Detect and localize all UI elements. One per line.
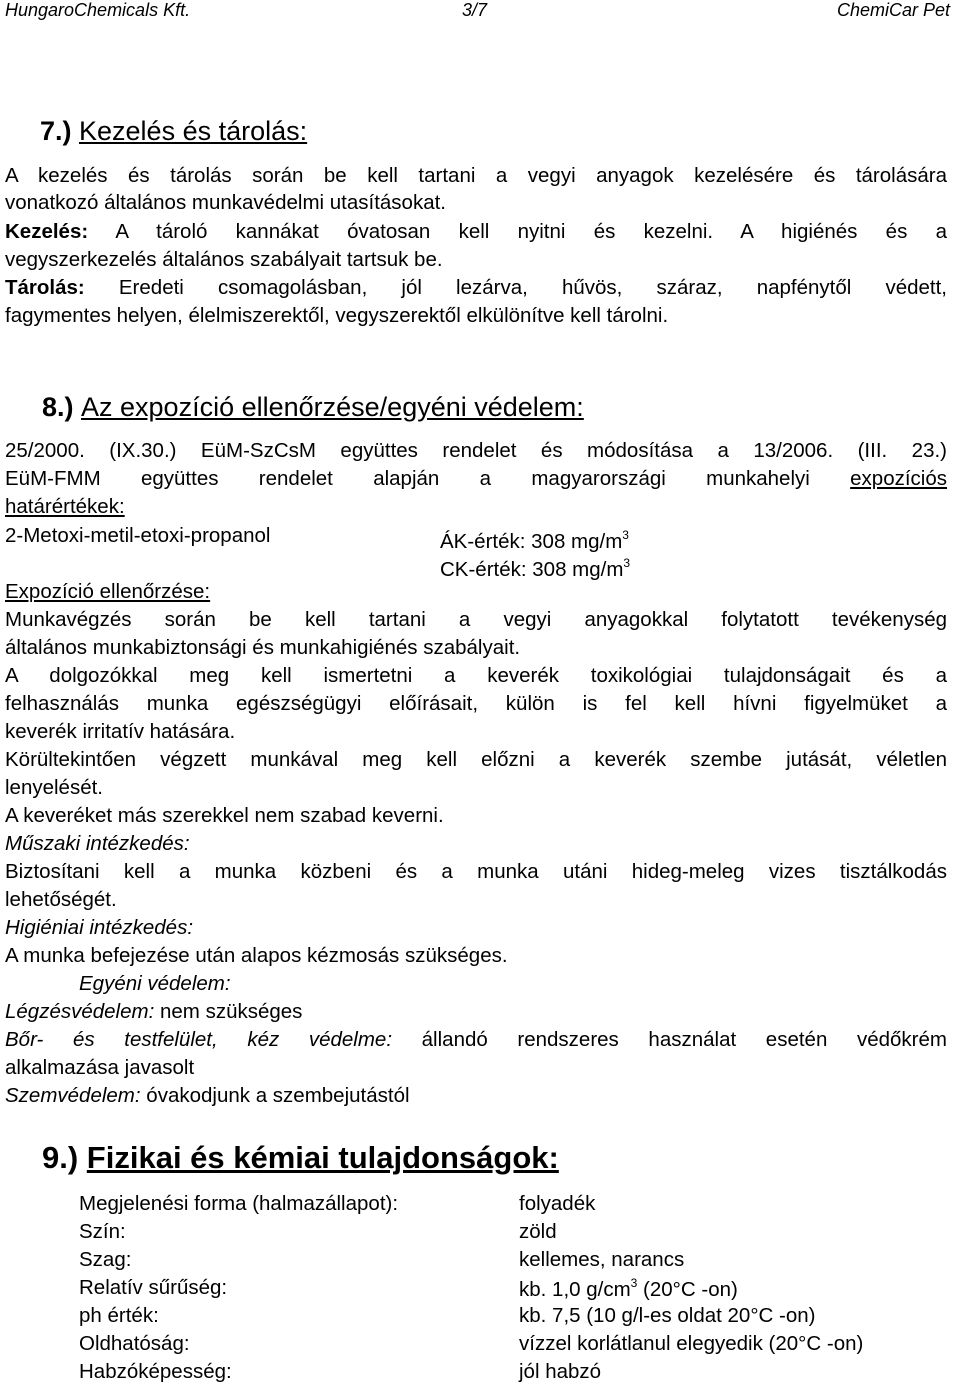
handling-text: A tároló kannákat óvatosan kell nyitni és kezelni. A higiénés és a	[88, 220, 947, 243]
skin-protection-line1	[5, 1026, 947, 1054]
header-company: HungaroChemicals Kft.	[5, 0, 191, 20]
skin-value: állandó rendszeres használat esetén védőkrém	[392, 1028, 947, 1051]
skin-label: Bőr- és testfelület, kéz védelme:	[5, 1028, 393, 1051]
prop-label: Szag:	[79, 1248, 132, 1271]
eye-value: óvakodjunk a szembejutástól	[140, 1084, 410, 1107]
personal-protection-heading: Egyéni védelem:	[79, 972, 231, 995]
section-7-heading	[40, 116, 307, 147]
hygiene-line1: A munka befejezése után alapos kézmosás szükséges.	[5, 944, 508, 967]
exposure-line2: általános munkabiztonsági és munkahigiénés szabályait.	[5, 636, 521, 659]
ck-value: CK-érték: 308 $mg/m^3$	[440, 556, 631, 581]
prop-value: kb. 7,5 (10 g/l-es oldat 20°C -on)	[519, 1304, 816, 1327]
prop-value: folyadék	[519, 1192, 596, 1215]
careful-line1: Körültekintően végzett munkával meg kell előzni a keverék szembe jutását, véletlen	[5, 748, 947, 771]
no-mixing-text: A keveréket más szerekkel nem szabad keverni.	[5, 804, 444, 827]
section-8-heading	[42, 392, 584, 423]
prop-label: Habzóképesség:	[79, 1360, 232, 1383]
section-7-title: Kezelés és tárolás:	[79, 116, 308, 146]
section-8-number: 8.)	[42, 392, 82, 422]
workers-line3: keverék irritatív hatására.	[5, 720, 236, 743]
regulation-text: EüM-FMM együttes rendelet alapján a magyarországi munkahelyi	[5, 467, 851, 490]
respiratory-label: Légzésvédelem:	[5, 1000, 155, 1023]
storage-label: Tárolás:	[5, 276, 85, 299]
s7-storage-line1	[5, 274, 947, 302]
prop-value: vízzel korlátlanul elegyedik (20°C -on)	[519, 1332, 864, 1355]
respiratory-value: nem szükséges	[154, 1000, 303, 1023]
respiratory-protection	[5, 998, 302, 1026]
exposure-line1: Munkavégzés során be kell tartani a vegyi anyagokkal folytatott tevékenység	[5, 608, 947, 631]
storage-text: Eredeti csomagolásban, jól lezárva, hűvös, száraz, napfénytől védett,	[84, 276, 947, 299]
s8-regulation-line2	[5, 465, 947, 493]
technical-line2: lehetőségét.	[5, 888, 117, 911]
substance-name: 2-Metoxi-metil-etoxi-propanol	[5, 524, 271, 547]
eye-label: Szemvédelem:	[5, 1084, 141, 1107]
prop-value: jól habzó	[519, 1360, 602, 1383]
regulation-exposure: expozíciós	[850, 467, 947, 490]
hygiene-measures-heading: Higiéniai intézkedés:	[5, 916, 194, 939]
section-8-title: Az expozíció ellenőrzése/egyéni védelem:	[81, 392, 584, 422]
prop-label: ph érték:	[79, 1304, 159, 1327]
technical-measures-heading: Műszaki intézkedés:	[5, 832, 190, 855]
section-9-number: 9.)	[42, 1140, 87, 1175]
header-page-number: 3/7	[462, 0, 488, 20]
prop-label: Relatív sűrűség:	[79, 1276, 228, 1299]
s7-intro-line2: vonatkozó általános munkavédelmi utasításokat.	[5, 191, 447, 214]
prop-value: zöld	[519, 1220, 557, 1243]
handling-label: Kezelés:	[5, 220, 89, 243]
careful-line2: lenyelését.	[5, 776, 104, 799]
ak-value: ÁK-érték: 308 $mg/m^3$	[440, 528, 629, 553]
eye-protection	[5, 1082, 410, 1110]
prop-value: kellemes, narancs	[519, 1248, 685, 1271]
skin-protection-line2: alkalmazása javasolt	[5, 1056, 195, 1079]
s7-storage-line2: fagymentes helyen, élelmiszerektől, vegyszerektől elkülönítve kell tárolni.	[5, 304, 669, 327]
s7-handling-line2: vegyszerkezelés általános szabályait tartsuk be.	[5, 248, 443, 271]
section-9-heading	[42, 1140, 559, 1176]
s7-intro-line1: A kezelés és tárolás során be kell tartani a vegyi anyagok kezelésére és tárolására	[5, 164, 947, 187]
exposure-control-heading: Expozíció ellenőrzése:	[5, 580, 211, 603]
workers-line1: A dolgozókkal meg kell ismertetni a keverék toxikológiai tulajdonságait és a	[5, 664, 947, 687]
workers-line2: felhasználás munka egészségügyi előírásait, külön is fel kell hívni figyelmüket a	[5, 692, 947, 715]
s7-handling-line1	[5, 218, 947, 246]
technical-line1: Biztosítani kell a munka közbeni és a munka utáni hideg-meleg vizes tisztálkodás	[5, 860, 947, 883]
section-7-number: 7.)	[40, 116, 80, 146]
s8-regulation-line1: 25/2000. (IX.30.) EüM-SzCsM együttes rendelet és módosítása a 13/2006. (III. 23.)	[5, 439, 947, 462]
prop-value: kb. 1,0 $g/cm^3$ (20°C -on)	[519, 1276, 738, 1301]
header-product: ChemiCar Pet	[836, 0, 950, 20]
s8-limits-label: határértékek:	[5, 495, 125, 518]
prop-label: Szín:	[79, 1220, 126, 1243]
section-9-title: Fizikai és kémiai tulajdonságok:	[86, 1140, 559, 1175]
prop-label: Oldhatóság:	[79, 1332, 190, 1355]
prop-label: Megjelenési forma (halmazállapot):	[79, 1192, 399, 1215]
